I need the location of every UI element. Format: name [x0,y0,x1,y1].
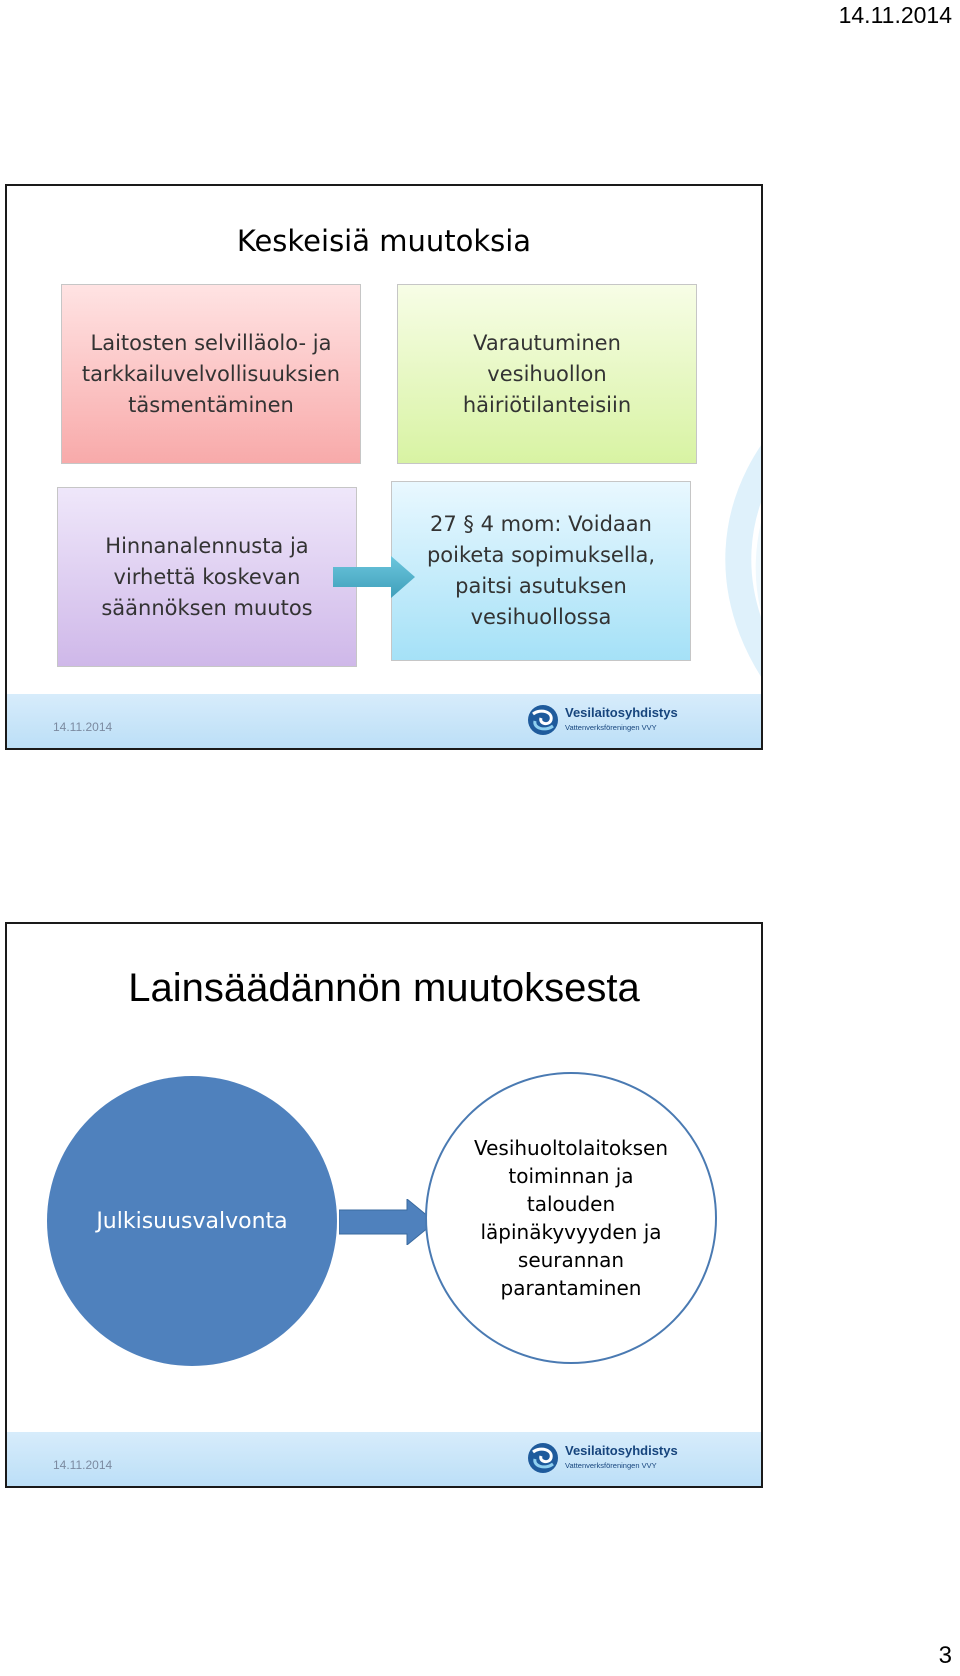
vvy-logo [527,702,677,740]
box-section-27-exception: 27 § 4 mom: Voidaan poiketa sopimuksella, paitsi asutuksen vesihuollossa [391,481,691,661]
box-monitoring-obligations: Laitosten selvilläolo- ja tarkkailuvelvollisuuksien täsmentäminen [61,284,361,464]
vvy-logo [527,1440,677,1478]
slide-footer [7,1432,761,1486]
water-drop-logo-icon [527,1442,559,1474]
circle-julkisuusvalvonta: Julkisuusvalvonta [47,1076,337,1366]
slide-footer [7,694,761,748]
arrow-right-icon [333,556,415,598]
slide-title: Lainsäädännön muutoksesta [128,966,640,1010]
logo-subtitle: Vattenverksföreningen VVY [565,1461,657,1470]
slide-lainsaadannon-muutoksesta [5,922,763,1488]
slide-keskeisia-muutoksia [5,184,763,750]
water-drop-logo-icon [527,704,559,736]
arrow-right-icon [339,1199,435,1245]
logo-title: Vesilaitosyhdistys [565,1443,678,1458]
page-date: 14.11.2014 [838,2,952,28]
logo-title: Vesilaitosyhdistys [565,705,678,720]
footer-date: 14.11.2014 [53,720,113,734]
footer-date: 14.11.2014 [53,1458,113,1472]
page-number: 3 [938,1642,952,1669]
box-disruption-preparedness: Varautuminen vesihuollon häiriötilanteisiin [397,284,697,464]
slide-title: Keskeisiä muutoksia [236,224,532,258]
logo-subtitle: Vattenverksföreningen VVY [565,723,657,732]
box-price-reduction-rule: Hinnanalennusta ja virhettä koskevan säännöksen muutos [57,487,357,667]
circle-transparency-improvement: Vesihuoltolaitoksen toiminnan ja talouden läpinäkyvyyden ja seurannan parantaminen [425,1072,717,1364]
